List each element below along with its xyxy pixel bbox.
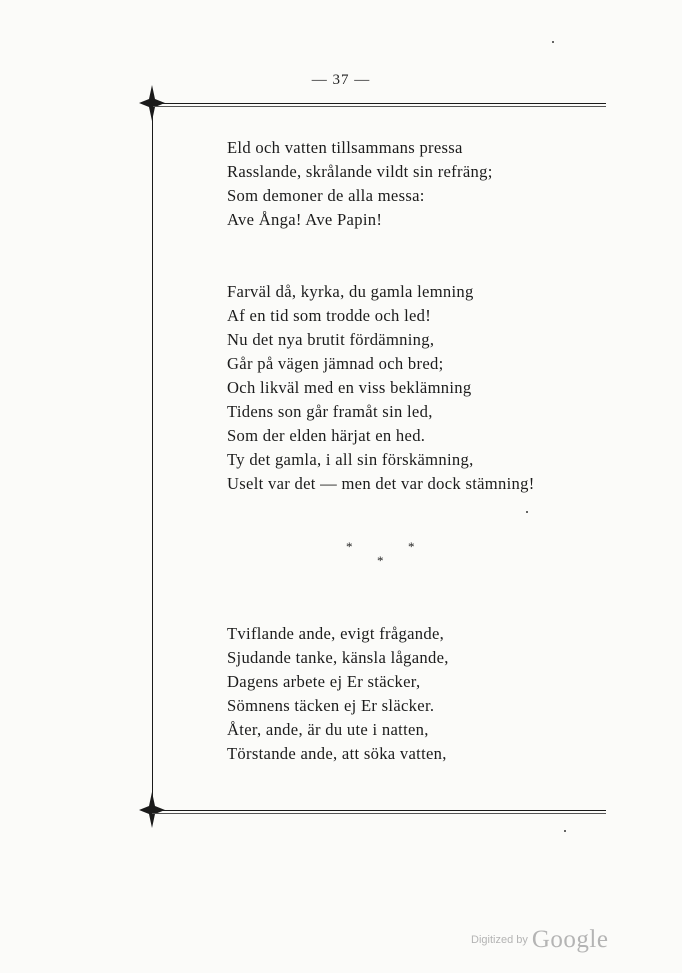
scan-speck [526, 511, 528, 513]
top-border-rule [152, 103, 606, 104]
digitized-watermark [471, 926, 608, 954]
watermark-brand: Google [531, 926, 609, 953]
verse-line: Åter, ande, är du ute i natten, [227, 720, 429, 739]
verse-line: Ty det gamla, i all sin förskämning, [227, 450, 474, 469]
verse-line: Eld och vatten tillsammans pressa [227, 138, 463, 157]
scan-speck [564, 830, 566, 832]
verse-line: Af en tid som trodde och led! [227, 306, 432, 325]
verse-line: Tidens son går framåt sin led, [227, 402, 433, 421]
stanza-2 [227, 280, 535, 496]
verse-line: Rasslande, skrålande vildt sin refräng; [227, 162, 493, 181]
left-border-rule [152, 103, 153, 810]
verse-line: Dagens arbete ej Er stäcker, [227, 672, 421, 691]
verse-line: Nu det nya brutit fördämning, [227, 330, 435, 349]
verse-line: Farväl då, kyrka, du gamla lemning [227, 282, 474, 301]
bottom-border-rule [152, 810, 606, 811]
asterism-star: * [346, 539, 353, 554]
verse-line: Törstande ande, att söka vatten, [227, 744, 447, 763]
verse-line: Som demoner de alla messa: [227, 186, 425, 205]
verse-line: Ave Ånga! Ave Papin! [227, 210, 383, 229]
verse-line: Uselt var det — men det var dock stämning! [227, 474, 535, 493]
verse-line: Och likväl med en viss beklämning [227, 378, 472, 397]
verse-line: Sömnens täcken ej Er släcker. [227, 696, 435, 715]
asterism-star: * [377, 553, 384, 568]
watermark-prefix: Digitized by [471, 934, 528, 946]
stanza-3 [227, 622, 449, 766]
verse-line: Sjudande tanke, känsla lågande, [227, 648, 449, 667]
scan-speck [552, 41, 554, 43]
asterism-star: * [408, 539, 415, 554]
verse-line: Går på vägen jämnad och bred; [227, 354, 444, 373]
stanza-1 [227, 136, 493, 232]
verse-line: Som der elden härjat en hed. [227, 426, 426, 445]
verse-line: Tviflande ande, evigt frågande, [227, 624, 445, 643]
page-number: — 37 — [311, 72, 371, 88]
